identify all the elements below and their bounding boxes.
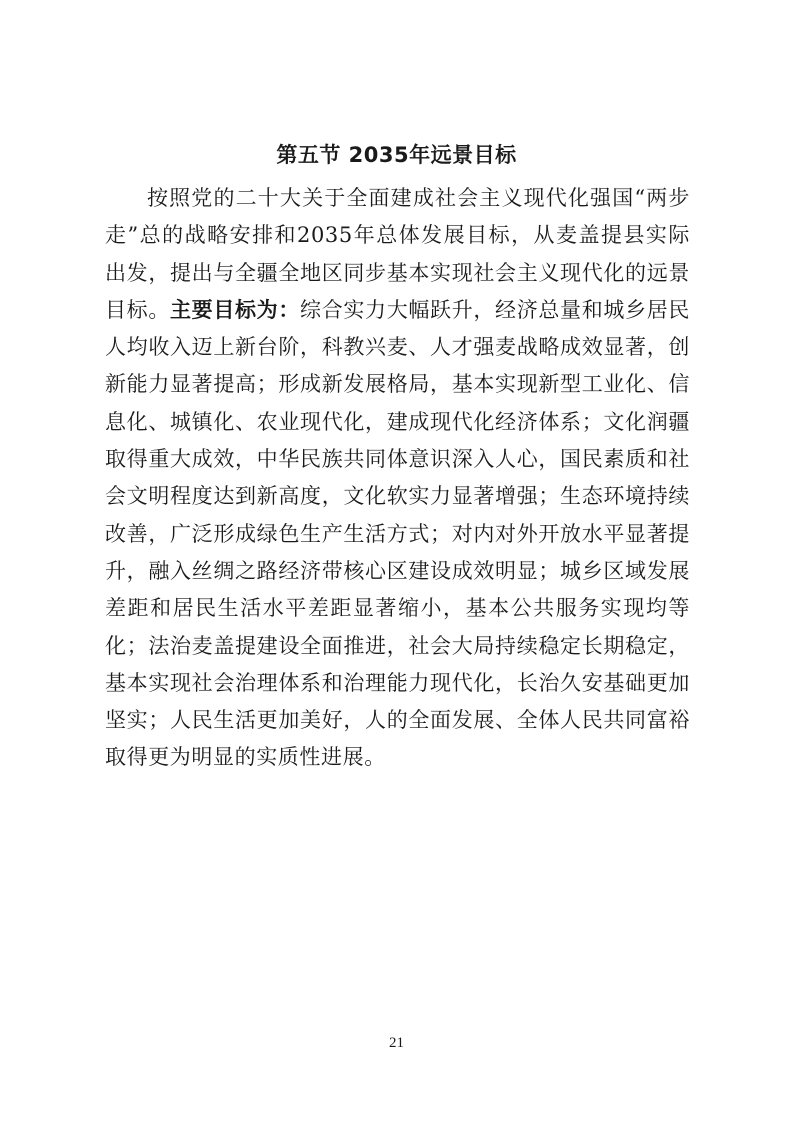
page-number: 21 bbox=[389, 1035, 404, 1051]
main-goals-label: 主要目标为： bbox=[170, 297, 301, 322]
paragraph-intro: 按照党的二十大关于全面建成社会主义现代化强国“两步走”总的战略安排和2035年总体发展目标，从麦盖提县实际出发，提出与全疆全地区同步基本实现社会主义现代化的远景目标。 bbox=[105, 186, 690, 322]
paragraph-body: 综合实力大幅跃升，经济总量和城乡居民人均收入迈上新台阶，科教兴麦、人才强麦战略成效显著，创新能力显著提高；形成新发展格局，基本实现新型工业化、信息化、城镇化、农业现代化，建成现代化经济体系；文化润疆取得重大成效，中华民族共同体意识深入人心，国民素质和社会文明程度达到新高度，文化软实力显著增强；生态环境持续改善，广泛形成绿色生产生活方式；对内对外开放水平显著提升，融入丝绸之路经济带核心区建设成效明显；城乡区域发展差距和居民生活水平差距显著缩小，基本公共服务实现均等化；法治麦盖提建设全面推进，社会大局持续稳定长期稳定，基本实现社会治理体系和治理能力现代化，长治久安基础更加坚实；人民生活更加美好，人的全面发展、全体人民共同富裕取得更为明显的实质性进展。 bbox=[105, 297, 690, 770]
body-paragraph bbox=[105, 180, 690, 777]
section-title: 第五节 2035年远景目标 bbox=[276, 143, 517, 167]
